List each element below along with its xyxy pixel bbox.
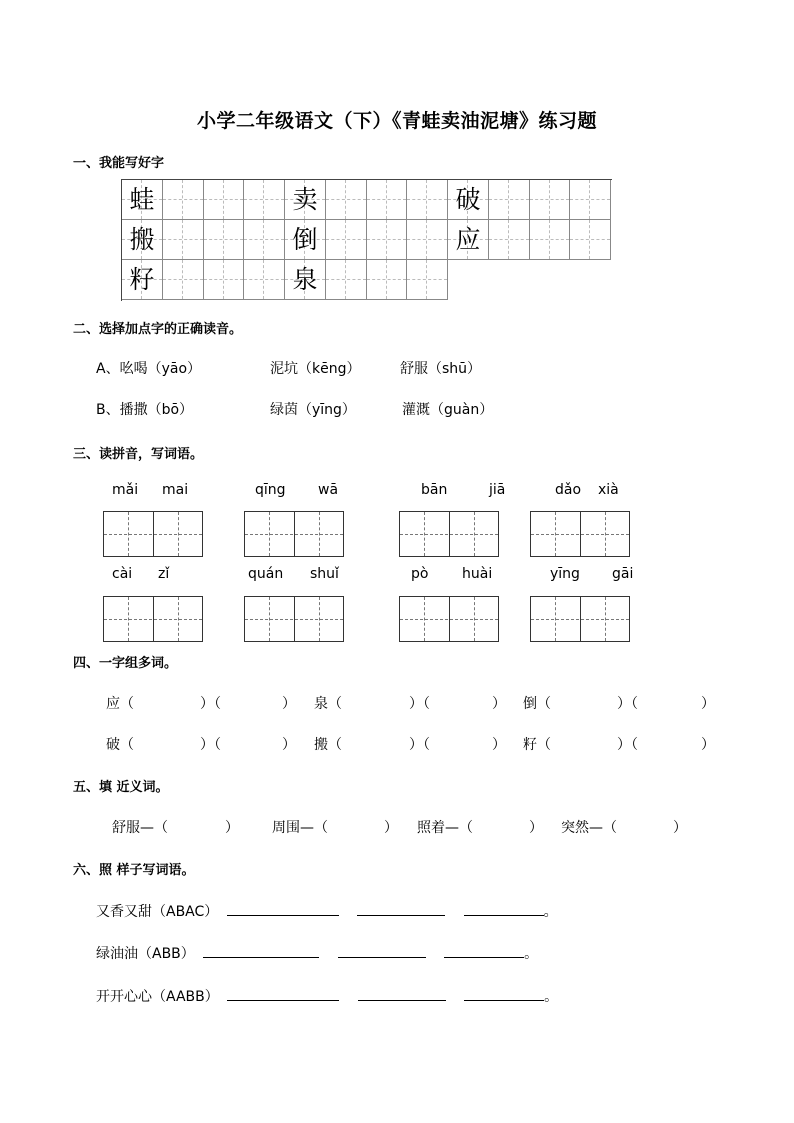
pattern-label: 又香又甜（ABAC） bbox=[96, 904, 219, 920]
section-3-heading: 三、读拼音，写词语。 bbox=[73, 447, 204, 462]
writing-cell[interactable] bbox=[367, 260, 408, 300]
group-text: 籽（ bbox=[523, 737, 551, 753]
writing-cell[interactable] bbox=[326, 260, 367, 300]
pinyin: qīng bbox=[255, 482, 286, 498]
writing-cell[interactable] bbox=[407, 220, 448, 260]
pinyin: wā bbox=[318, 482, 339, 498]
char-dao: 倒 bbox=[292, 225, 318, 254]
answer-blank[interactable] bbox=[464, 986, 544, 1001]
pinyin: gāi bbox=[612, 566, 634, 582]
pinyin: xià bbox=[598, 482, 619, 498]
pinyin: mǎi bbox=[112, 482, 139, 498]
group-text: ） bbox=[492, 737, 506, 753]
pinyin: jiā bbox=[489, 482, 506, 498]
answer-blank[interactable] bbox=[358, 986, 446, 1001]
writing-cell[interactable] bbox=[204, 180, 245, 220]
group-text: ） bbox=[282, 737, 296, 753]
pinyin: shuǐ bbox=[310, 566, 339, 582]
pattern-row bbox=[96, 901, 558, 921]
answer-blank[interactable] bbox=[227, 986, 339, 1001]
answer-blank[interactable] bbox=[357, 901, 445, 916]
tianzige-box[interactable] bbox=[530, 511, 630, 557]
char-wa: 蛙 bbox=[129, 185, 155, 214]
pinyin: bān bbox=[421, 482, 448, 498]
period: 。 bbox=[544, 989, 559, 1005]
pinyin: zǐ bbox=[158, 566, 170, 582]
group-text: ） bbox=[701, 696, 715, 712]
group-text: ） bbox=[282, 696, 296, 712]
tianzige-box[interactable] bbox=[530, 596, 630, 642]
group-text: ）（ bbox=[200, 696, 221, 712]
group-text: ）（ bbox=[617, 696, 638, 712]
period: 。 bbox=[543, 904, 558, 920]
group-text: ） bbox=[701, 737, 715, 753]
group-text: 应（ bbox=[106, 696, 134, 712]
writing-cell[interactable] bbox=[530, 180, 571, 220]
pinyin: cài bbox=[112, 566, 133, 582]
writing-cell[interactable] bbox=[244, 180, 285, 220]
tianzige-box[interactable] bbox=[244, 511, 344, 557]
pinyin: dǎo bbox=[555, 482, 582, 498]
group-text: ） bbox=[492, 696, 506, 712]
writing-cell[interactable] bbox=[489, 180, 530, 220]
writing-cell[interactable] bbox=[570, 180, 611, 220]
pattern-row bbox=[96, 986, 558, 1006]
pattern-row bbox=[96, 943, 538, 963]
pron-a-3: 舒服（shū） bbox=[400, 361, 482, 377]
char-ban: 搬 bbox=[129, 225, 155, 254]
section-2-heading: 二、选择加点字的正确读音。 bbox=[73, 322, 243, 337]
char-mai: 卖 bbox=[292, 185, 318, 214]
tianzige-box[interactable] bbox=[399, 511, 499, 557]
writing-cell[interactable] bbox=[204, 220, 245, 260]
answer-blank[interactable] bbox=[203, 943, 319, 958]
writing-cell[interactable] bbox=[244, 260, 285, 300]
pinyin: quán bbox=[248, 566, 284, 582]
section-6-heading: 六、照 样子写词语。 bbox=[73, 863, 195, 878]
group-text: 搬（ bbox=[314, 737, 342, 753]
writing-cell[interactable] bbox=[163, 220, 204, 260]
tianzige-box[interactable] bbox=[103, 511, 203, 557]
answer-blank[interactable] bbox=[464, 901, 544, 916]
char-quan: 泉 bbox=[292, 265, 318, 294]
char-zi: 籽 bbox=[129, 265, 155, 294]
writing-cell[interactable] bbox=[326, 180, 367, 220]
writing-cell[interactable] bbox=[204, 260, 245, 300]
group-text: 泉（ bbox=[314, 696, 342, 712]
synonym-text: ） bbox=[384, 820, 398, 836]
pattern-label: 开开心心（AABB） bbox=[96, 989, 219, 1005]
synonym-text: ） bbox=[529, 820, 543, 836]
writing-cell[interactable] bbox=[570, 220, 611, 260]
pron-a-1: A、吆喝（yāo） bbox=[96, 361, 202, 377]
pinyin: yīng bbox=[550, 566, 580, 582]
char-po: 破 bbox=[455, 185, 481, 214]
section-4-heading: 四、一字组多词。 bbox=[73, 656, 178, 671]
tianzige-box[interactable] bbox=[103, 596, 203, 642]
page-title: 小学二年级语文（下）《青蛙卖油泥塘》练习题 bbox=[196, 110, 597, 132]
group-text: ）（ bbox=[200, 737, 221, 753]
pron-b-3: 灌溉（guàn） bbox=[402, 402, 494, 418]
writing-cell[interactable] bbox=[163, 180, 204, 220]
group-text: 倒（ bbox=[523, 696, 551, 712]
writing-cell[interactable] bbox=[407, 180, 448, 220]
group-text: 破（ bbox=[106, 737, 134, 753]
writing-cell[interactable] bbox=[407, 260, 448, 300]
writing-cell[interactable] bbox=[163, 260, 204, 300]
synonym-text: 舒服—（ bbox=[112, 820, 168, 836]
writing-cell[interactable] bbox=[244, 220, 285, 260]
writing-cell[interactable] bbox=[530, 220, 571, 260]
synonym-text: ） bbox=[225, 820, 239, 836]
pinyin: mai bbox=[162, 482, 189, 498]
section-1-heading: 一、我能写好字 bbox=[73, 156, 165, 171]
pron-b-2: 绿茵（yīng） bbox=[270, 402, 356, 418]
pinyin: pò bbox=[411, 566, 429, 582]
synonym-text: 突然—（ bbox=[561, 820, 617, 836]
pron-a-2: 泥坑（kēng） bbox=[270, 361, 361, 377]
synonym-text: 周围—（ bbox=[272, 820, 328, 836]
answer-blank[interactable] bbox=[227, 901, 339, 916]
pron-b-1: B、播撒（bō） bbox=[96, 402, 194, 418]
writing-cell[interactable] bbox=[326, 220, 367, 260]
group-text: ）（ bbox=[409, 737, 430, 753]
group-text: ）（ bbox=[409, 696, 430, 712]
tianzige-box[interactable] bbox=[244, 596, 344, 642]
pattern-label: 绿油油（ABB） bbox=[96, 946, 195, 962]
answer-blank[interactable] bbox=[338, 943, 426, 958]
synonym-text: 照着—（ bbox=[417, 820, 473, 836]
pinyin: huài bbox=[462, 566, 493, 582]
writing-cell[interactable] bbox=[367, 220, 408, 260]
writing-cell[interactable] bbox=[367, 180, 408, 220]
tianzige-box[interactable] bbox=[399, 596, 499, 642]
char-ying: 应 bbox=[455, 225, 481, 254]
period: 。 bbox=[524, 946, 539, 962]
answer-blank[interactable] bbox=[444, 943, 524, 958]
section-5-heading: 五、填 近义词。 bbox=[73, 780, 169, 795]
group-text: ）（ bbox=[617, 737, 638, 753]
writing-cell[interactable] bbox=[489, 220, 530, 260]
synonym-text: ） bbox=[673, 820, 687, 836]
